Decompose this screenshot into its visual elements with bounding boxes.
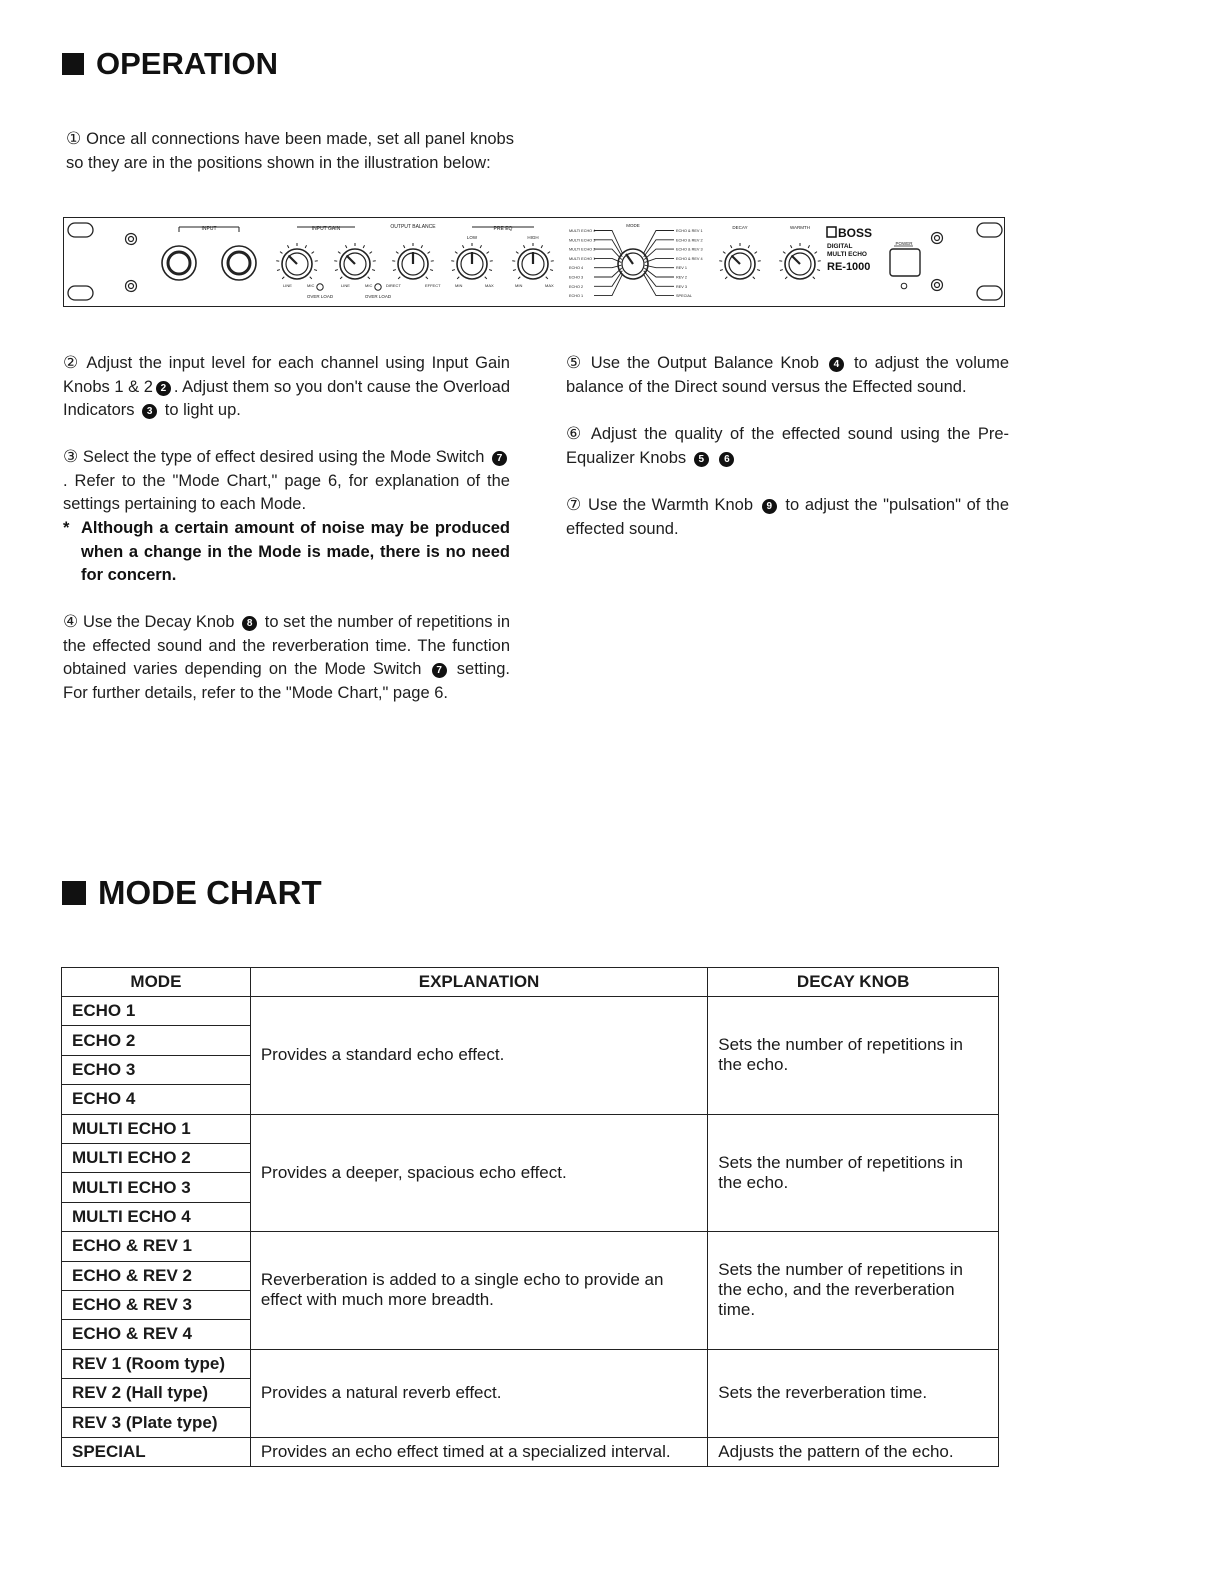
mode-position-label: MULTI ECHO 4	[569, 229, 596, 233]
boss-logo	[827, 226, 872, 240]
heading-square-icon	[62, 53, 84, 75]
mode-position-label: ECHO 1	[569, 294, 584, 299]
operation-heading-text: OPERATION	[96, 46, 278, 81]
decay-knob-cell: Adjusts the pattern of the echo.	[708, 1437, 999, 1466]
ref-badge: 5	[694, 452, 709, 467]
mode-chart-heading	[62, 874, 322, 912]
mode-cell: ECHO & REV 3	[62, 1290, 251, 1319]
mode-cell: REV 3 (Plate type)	[62, 1408, 251, 1437]
step-text: Once all connections have been made, set all panel knobs so they are in the positions shown in the illustration below:	[66, 130, 514, 172]
step-text: Use the Decay Knob	[82, 613, 235, 631]
mode-position-label: ECHO & REV 4	[676, 256, 703, 261]
min-label: MIN	[515, 283, 523, 288]
power-label: POWER	[895, 241, 913, 246]
step-text: to adjust the "pulsation" of the effected sound.	[566, 496, 1009, 538]
mic-label: MIC	[365, 283, 373, 288]
step-text: . Adjust them so you don't cause the Overload Indicators	[63, 377, 511, 420]
panel-drawing	[64, 218, 1006, 308]
mode-position-label: MULTI ECHO 3	[569, 238, 596, 243]
ref-badge: 2	[156, 381, 171, 396]
step-text: Use the Output Balance Knob	[590, 354, 819, 372]
model-line-2: MULTI ECHO	[827, 251, 867, 258]
ref-badge: 3	[142, 404, 157, 419]
decay-knob-cell: Sets the number of repetitions in the echo.	[708, 1114, 999, 1232]
step-text: Adjust the quality of the effected sound using the Pre-Equalizer Knobs	[566, 425, 1009, 467]
step-1	[66, 127, 514, 175]
mode-cell: MULTI ECHO 3	[62, 1173, 251, 1202]
step-text: to light up.	[164, 401, 241, 420]
mode-chart-heading-text: MODE CHART	[98, 874, 322, 911]
step-text: . Refer to the "Mode Chart," page 6, for explanation of the settings pertaining to each Mode.	[63, 471, 510, 514]
rack-slot-icon	[977, 223, 1002, 237]
step-text: Select the type of effect desired using the Mode Switch	[82, 448, 485, 466]
ref-badge: 4	[829, 357, 844, 372]
low-label: LOW	[466, 235, 478, 240]
explanation-cell: Reverberation is added to a single echo to provide an effect with much more breadth.	[250, 1232, 707, 1350]
rack-slot-icon	[977, 286, 1002, 300]
mode-position-label: SPECIAL	[676, 294, 693, 299]
mode-position-label: ECHO & REV 3	[676, 247, 703, 252]
mode-cell: MULTI ECHO 2	[62, 1143, 251, 1172]
output-balance-label: OUTPUT BALANCE	[390, 224, 436, 230]
pre-eq-high-knob-icon	[512, 243, 553, 279]
ref-badge: 9	[762, 499, 777, 514]
step-number: ⑦	[566, 495, 583, 514]
mode-cell: ECHO 2	[62, 1026, 251, 1055]
mode-cell: ECHO 4	[62, 1085, 251, 1114]
step-number: ④	[63, 612, 79, 631]
operation-heading	[62, 46, 278, 82]
input-label: INPUT	[201, 226, 217, 232]
mode-cell: MULTI ECHO 1	[62, 1114, 251, 1143]
input-gain-label: INPUT GAIN	[311, 226, 341, 232]
line-label: LINE	[283, 283, 292, 288]
ref-badge: 6	[719, 452, 734, 467]
warmth-knob-icon	[779, 243, 820, 279]
ref-badge: 7	[492, 451, 507, 466]
ref-badge: 8	[242, 616, 257, 631]
table-row	[62, 1349, 999, 1378]
mode-cell: ECHO & REV 1	[62, 1232, 251, 1261]
step-text: to set the number of repetitions in the effected sound and the reverberation time. The function obtained varies depending on the Mode Switch	[63, 613, 511, 679]
decay-knob-cell: Sets the reverberation time.	[708, 1349, 999, 1437]
header-decay-knob: DECAY KNOB	[708, 968, 999, 997]
mode-position-label: ECHO & REV 2	[676, 238, 703, 243]
noise-note	[63, 517, 510, 588]
step-2	[63, 351, 510, 423]
mode-label: MODE	[626, 223, 640, 228]
header-mode: MODE	[62, 968, 251, 997]
table-row	[62, 1114, 999, 1143]
explanation-cell: Provides a deeper, spacious echo effect.	[250, 1114, 707, 1232]
rack-slot-icon	[68, 286, 93, 300]
front-panel-illustration	[63, 217, 1005, 307]
mode-cell: REV 2 (Hall type)	[62, 1379, 251, 1408]
mode-position-label: ECHO 2	[569, 284, 584, 289]
step-6	[566, 422, 1009, 470]
model-name: RE-1000	[827, 261, 871, 273]
explanation-cell: Provides a standard echo effect.	[250, 997, 707, 1115]
mode-cell: ECHO & REV 2	[62, 1261, 251, 1290]
overload-indicator-icon	[317, 284, 323, 290]
decay-knob-icon	[719, 243, 760, 279]
power-led-icon	[901, 283, 907, 289]
mode-cell: ECHO & REV 4	[62, 1320, 251, 1349]
mode-position-label: ECHO & REV 1	[676, 229, 703, 233]
table-row	[62, 997, 999, 1026]
ref-badge: 7	[432, 663, 447, 678]
effect-label: EFFECT	[425, 283, 441, 288]
step-text: setting. For further details, refer to the "Mode Chart," page 6.	[63, 660, 510, 702]
decay-knob-cell: Sets the number of repetitions in the echo.	[708, 997, 999, 1115]
mode-position-label: MULTI ECHO 1	[569, 256, 596, 261]
input-gain-1-knob-icon	[276, 243, 317, 279]
mode-cell: SPECIAL	[62, 1437, 251, 1466]
overload-label: OVER LOAD	[364, 294, 392, 299]
step-number: ⑤	[566, 353, 584, 372]
step-text: Use the Warmth Knob	[588, 496, 754, 514]
model-line-1: DIGITAL	[827, 243, 853, 250]
overload-label: OVER LOAD	[306, 294, 334, 299]
step-4	[63, 610, 510, 705]
table-header-row	[62, 968, 999, 997]
explanation-cell: Provides an echo effect timed at a specialized interval.	[250, 1437, 707, 1466]
mode-position-label: REV 3	[676, 284, 687, 289]
step-number: ②	[63, 353, 81, 372]
mode-cell: ECHO 3	[62, 1055, 251, 1084]
table-row	[62, 1437, 999, 1466]
decay-knob-cell: Sets the number of repetitions in the echo, and the reverberation time.	[708, 1232, 999, 1350]
rack-slot-icon	[68, 223, 93, 237]
step-number: ③	[63, 447, 79, 466]
explanation-cell: Provides a natural reverb effect.	[250, 1349, 707, 1437]
step-3	[63, 445, 510, 517]
pre-eq-low-knob-icon	[451, 243, 492, 279]
line-label: LINE	[341, 283, 350, 288]
step-text: to adjust the volume balance of the Direct sound versus the Effected sound.	[566, 354, 1009, 396]
mode-position-label: ECHO 3	[569, 275, 584, 280]
mic-label: MIC	[307, 283, 315, 288]
note-text: Although a certain amount of noise may be produced when a change in the Mode is made, there is no need for concern.	[81, 519, 510, 585]
table-row	[62, 1232, 999, 1261]
mode-position-label: ECHO 4	[569, 266, 584, 271]
mode-position-label: MULTI ECHO 2	[569, 247, 596, 252]
mode-cell: MULTI ECHO 4	[62, 1202, 251, 1231]
header-explanation: EXPLANATION	[250, 968, 707, 997]
step-text: Adjust the input level for each channel using Input Gain Knobs 1 & 2	[63, 354, 510, 396]
input-gain-2-knob-icon	[334, 243, 375, 279]
step-number: ⑥	[566, 424, 585, 443]
warmth-label: WARMTH	[789, 225, 811, 230]
step-5	[566, 351, 1009, 399]
step-number: ①	[66, 129, 82, 148]
power-switch-icon	[890, 249, 920, 276]
output-balance-knob-icon	[392, 243, 433, 279]
direct-label: DIRECT	[386, 283, 401, 288]
mode-position-label: REV 1	[676, 266, 687, 271]
step-7	[566, 493, 1009, 541]
min-label: MIN	[455, 283, 463, 288]
overload-indicator-icon	[375, 284, 381, 290]
note-star: *	[63, 519, 70, 537]
decay-label: DECAY	[732, 225, 748, 230]
max-label: MAX	[545, 283, 554, 288]
mode-chart-table	[61, 967, 999, 1467]
mode-cell: REV 1 (Room type)	[62, 1349, 251, 1378]
pre-eq-label: PRE EQ	[493, 226, 513, 232]
max-label: MAX	[485, 283, 494, 288]
heading-square-icon	[62, 881, 86, 905]
mode-cell: ECHO 1	[62, 997, 251, 1026]
svg-text:BOSS: BOSS	[838, 226, 873, 240]
mode-position-label: REV 2	[676, 275, 687, 280]
high-label: HIGH	[527, 235, 539, 240]
